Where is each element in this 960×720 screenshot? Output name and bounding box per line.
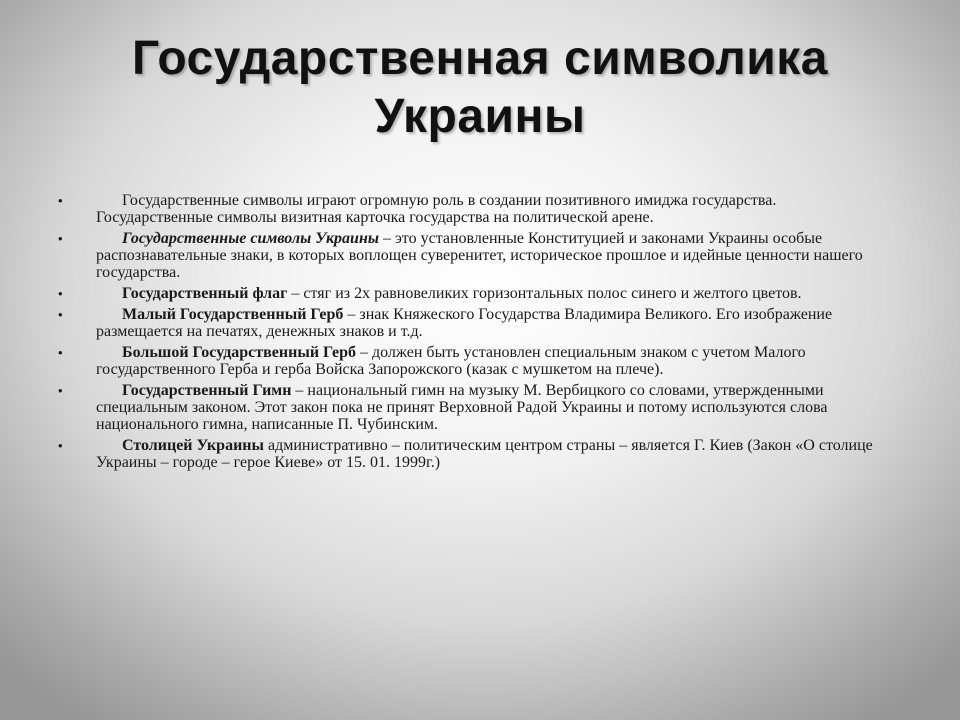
item-text: – национальный гимн на музыку М. Вербицкого со словами, утвержденными специальным законом. Этот закон пока не принят Верховной Радой Украины и потому используются слова национального гимна, написанные П. Чубинским. — [96, 382, 828, 433]
bullet-marker: • — [58, 438, 63, 453]
bullet-marker: • — [58, 231, 63, 246]
item-text: – это установленные Конституцией и законами Украины особые распознавательные знаки, в которых воплощен суверенитет, историческое прошлое и идейные ценности нашего государства. — [96, 230, 863, 281]
bullet-marker: • — [58, 345, 63, 360]
list-item — [58, 192, 890, 226]
item-lead: Государственный Гимн — [122, 382, 292, 399]
item-lead: Большой Государственный Герб — [122, 344, 356, 361]
bullet-marker: • — [58, 193, 63, 208]
item-lead: Государственный флаг — [122, 285, 288, 302]
item-text: административно – политическим центром страны – является Г. Киев (Закон «О столице Украины – городе – герое Киеве» от 15. 01. 1999г.) — [96, 437, 873, 471]
item-text: – должен быть установлен специальным знаком с учетом Малого государственного Герба и герба Войска Запорожского (казак с мушкетом на плече). — [96, 344, 806, 378]
list-item — [58, 382, 890, 433]
content-list — [58, 192, 890, 475]
list-item — [58, 306, 890, 340]
item-text: – знак Княжеского Государства Владимира Великого. Его изображение размещается на печатях, денежных знаков и т.д. — [96, 306, 833, 340]
bullet-marker: • — [58, 286, 63, 301]
item-text: – стяг из 2х равновеликих горизонтальных полос синего и желтого цветов. — [287, 285, 802, 302]
list-item — [58, 230, 890, 281]
list-item — [58, 344, 890, 378]
bullet-marker: • — [58, 383, 63, 398]
bullet-marker: • — [58, 307, 63, 322]
item-text: Государственные символы играют огромную роль в создании позитивного имиджа государства. Государственные символы визитная карточка государства на политической арене. — [96, 192, 777, 226]
list-item — [58, 437, 890, 471]
item-lead: Государственные символы Украины — [122, 230, 379, 247]
slide-title: Государственная символика Украины — [132, 32, 828, 143]
item-lead: Столицей Украины — [122, 437, 264, 454]
item-lead: Малый Государственный Герб — [122, 306, 344, 323]
list-item — [58, 285, 890, 302]
